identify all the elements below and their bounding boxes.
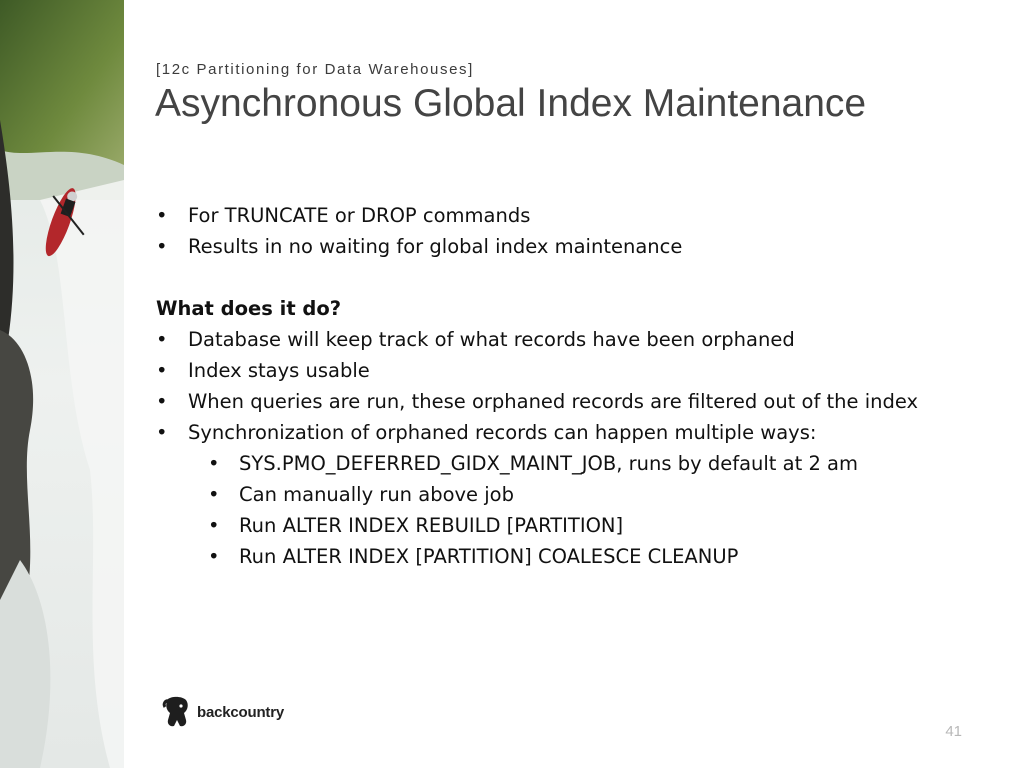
list-item: [156, 417, 996, 448]
logo-text: backcountry: [197, 703, 284, 721]
bullet-glyph: •: [156, 421, 168, 444]
slide-title: Asynchronous Global Index Maintenance: [155, 82, 867, 125]
bullet-text: Synchronization of orphaned records can happen multiple ways:: [188, 421, 817, 444]
waterfall-kayaker-photo: [0, 0, 124, 768]
page-number: 41: [945, 723, 962, 740]
list-item: [156, 200, 996, 231]
section-heading: What does it do?: [156, 297, 342, 320]
bullet-glyph: •: [208, 545, 220, 568]
sub-bullet-text: Run ALTER INDEX [PARTITION] COALESCE CLEANUP: [239, 545, 739, 568]
list-item: [156, 386, 996, 417]
sub-bullet-text: SYS.PMO_DEFERRED_GIDX_MAINT_JOB, runs by default at 2 am: [239, 452, 858, 475]
bullet-glyph: •: [208, 483, 220, 506]
bullet-text: When queries are run, these orphaned records are filtered out of the index: [188, 390, 919, 413]
bullet-text: For TRUNCATE or DROP commands: [188, 204, 531, 227]
bullet-text: Index stays usable: [188, 359, 370, 382]
sub-list-item: [156, 541, 996, 572]
list-item: [156, 324, 996, 355]
goat-head-icon: [162, 696, 192, 728]
spacer: [156, 262, 996, 293]
bullet-glyph: •: [208, 452, 220, 475]
bullet-glyph: •: [156, 235, 168, 258]
bullet-glyph: •: [208, 514, 220, 537]
sub-list-item: [156, 510, 996, 541]
sub-list-item: [156, 448, 996, 479]
slide-subtitle: [12c Partitioning for Data Warehouses]: [156, 61, 474, 78]
bullet-glyph: •: [156, 390, 168, 413]
sub-bullet-text: Run ALTER INDEX REBUILD [PARTITION]: [239, 514, 624, 537]
backcountry-logo: [162, 696, 284, 728]
list-item: [156, 231, 996, 262]
bullet-text: Results in no waiting for global index maintenance: [188, 235, 683, 258]
slide-content: [156, 200, 996, 572]
bullet-text: Database will keep track of what records have been orphaned: [188, 328, 795, 351]
bullet-glyph: •: [156, 359, 168, 382]
bullet-glyph: •: [156, 328, 168, 351]
bullet-glyph: •: [156, 204, 168, 227]
sub-list-item: [156, 479, 996, 510]
list-item: [156, 355, 996, 386]
sub-bullet-text: Can manually run above job: [239, 483, 514, 506]
